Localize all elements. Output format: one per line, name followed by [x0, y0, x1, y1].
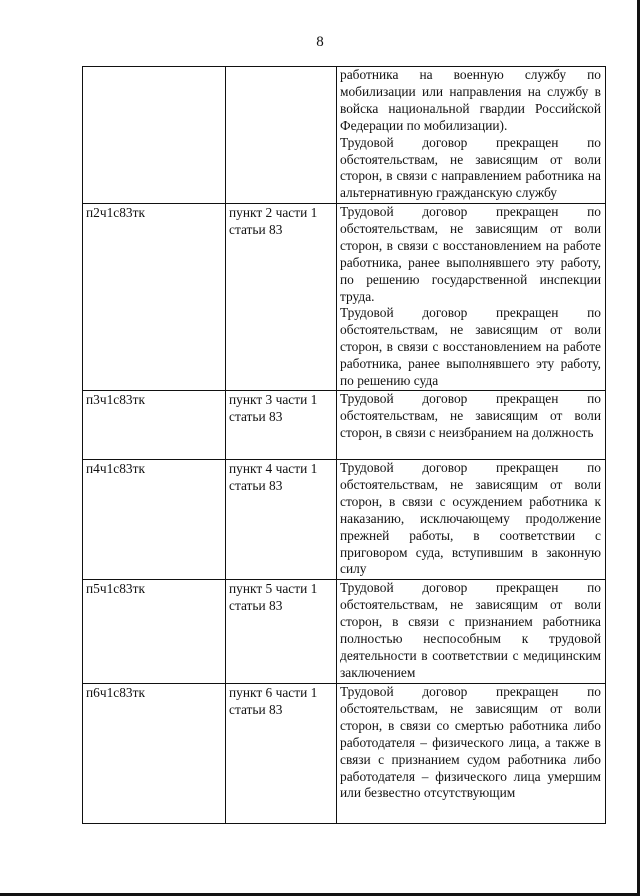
- description-paragraph: Трудовой договор прекращен по обстоятельствам, не зависящим от воли сторон, в связи с восстановлением на работе работника, ранее выполнявшего эту работу, по решению государственной инспекции труда.: [340, 204, 601, 304]
- description-paragraph: Трудовой договор прекращен по обстоятельствам, не зависящим от воли сторон, в связи с осуждением работника к наказанию, исключающему продолжение прежней работы, в соответствии с приговором суда, вступившим в законную силу: [340, 460, 601, 577]
- code-cell: п4ч1с83тк: [83, 460, 226, 580]
- code-cell: п2ч1с83тк: [83, 204, 226, 391]
- table-row: [83, 391, 606, 460]
- reference-cell: пункт 5 части 1 статьи 83: [226, 580, 337, 684]
- code-cell: [83, 67, 226, 204]
- description-paragraph: Трудовой договор прекращен по обстоятельствам, не зависящим от воли сторон, в связи со смертью работника либо работодателя – физического лица, а также в связи с признанием судом работника либо работодателя – физического лица умершим или безвестно отсутствующим: [340, 684, 601, 801]
- description-paragraph: Трудовой договор прекращен по обстоятельствам, не зависящим от воли сторон, в связи с неизбранием на должность: [340, 391, 601, 440]
- description-paragraph: Трудовой договор прекращен по обстоятельствам, не зависящим от воли сторон, в связи с направлением работника на альтернативную гражданскую службу: [340, 134, 601, 201]
- table-row: [83, 204, 606, 391]
- description-paragraph: работника на военную службу по мобилизации или направления на службу в войска национальной гвардии Российской Федерации по мобилизации).: [340, 67, 601, 133]
- reference-cell: пункт 3 части 1 статьи 83: [226, 391, 337, 460]
- table-row: [83, 580, 606, 684]
- table-row: [83, 684, 606, 824]
- description-cell: [337, 684, 606, 824]
- reference-cell: [226, 67, 337, 204]
- description-cell: [337, 460, 606, 580]
- description-paragraph: Трудовой договор прекращен по обстоятельствам, не зависящим от воли сторон, в связи с восстановлением на работе работника, ранее выполнявшего эту работу, по решению суда: [340, 305, 601, 389]
- description-paragraph: Трудовой договор прекращен по обстоятельствам, не зависящим от воли сторон, в связи с признанием работника полностью неспособным к трудовой деятельности в соответствии с медицинским заключением: [340, 580, 601, 680]
- reference-cell: пункт 2 части 1 статьи 83: [226, 204, 337, 391]
- description-cell: [337, 67, 606, 204]
- code-cell: п3ч1с83тк: [83, 391, 226, 460]
- code-cell: п6ч1с83тк: [83, 684, 226, 824]
- document-table: [82, 66, 606, 824]
- code-cell: п5ч1с83тк: [83, 580, 226, 684]
- table-row: [83, 67, 606, 204]
- reference-cell: пункт 6 части 1 статьи 83: [226, 684, 337, 824]
- description-cell: [337, 391, 606, 460]
- description-cell: [337, 580, 606, 684]
- table-row: [83, 460, 606, 580]
- page-number: 8: [316, 34, 324, 50]
- reference-cell: пункт 4 части 1 статьи 83: [226, 460, 337, 580]
- description-cell: [337, 204, 606, 391]
